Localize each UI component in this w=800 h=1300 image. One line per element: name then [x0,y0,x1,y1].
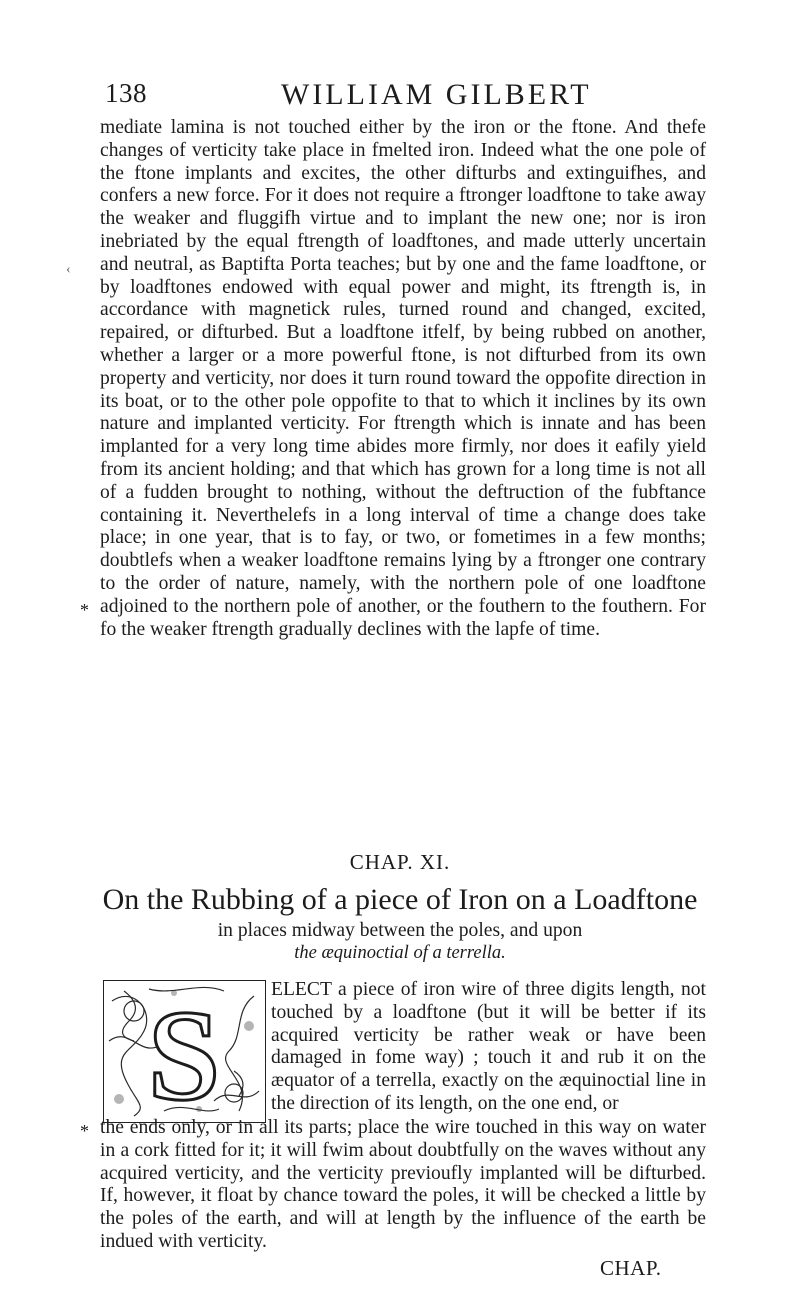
body-paragraph-2-rest [100,1117,706,1254]
body-paragraph-2-first [271,979,706,1116]
margin-asterisk: * [80,1121,89,1141]
paragraph-text: mediate lamina is not touched either by the iron or the ftone. And thefe changes of verticity take place in fmelted iron. Indeed what the one pole of the ftone implants and excites, the other difturbs and extinguifhes, and confers a new force. For it does not require a ftronger loadftone to take away the weaker and fluggifh virtue and to implant the new one; nor is iron inebriated by the equal ftrength of loadftones, and made utterly uncertain and neutral, as Baptifta Porta teaches; but by one and the fame loadftone, or by loadftones endowed with equal power and might, its ftrength is, in accordance with magnetick rules, turned round and changed, excited, repaired, or difturbed. But a loadftone itfelf, by being rubbed on another, whether a larger or a more powerful ftone, is not difturbed from its own property and verticity, nor does it turn round toward the oppofite direction in its boat, or to the other pole oppofite to that to which it inclines by its own nature and implanted verticity. For ftrength which is innate and has been implanted for a very long time abides more firmly, nor does it eafily yield from its ancient holding; and that which has grown for a long time is not all of a fudden brought to nothing, without the deftruction of the fubftance containing it. Neverthelefs in a long interval of time a change does take place; in one year, that is to fay, or two, or fometimes in a few months; doubtlefs when a weaker loadftone remains lying by a ftronger one contrary to the order of nature, namely, with the northern pole of one loadftone adjoined to the northern pole of another, or the fouthern to the fouthern. For fo the weaker ftrength gradually declines with the lapfe of time. [100,117,706,640]
decorated-initial-icon [103,980,266,1123]
running-title: WILLIAM GILBERT [281,78,592,111]
chapter-subtitle-line: in places midway between the poles, and upon [217,920,583,941]
chapter-subtitle-italic: the æquinoctial of a terrella. [294,943,506,963]
body-paragraph-1 [100,117,706,641]
initial-letter: S [147,984,221,1122]
page-number: 138 [105,78,147,108]
chapter-subtitle [0,920,800,964]
page-header [105,78,665,118]
paragraph-text: the ends only, or in all its parts; place the wire touched in this way on water in a cork fitted for it; it will fwim about doubtfully on the waves without any acquired verticity, and the verticity previoufly implanted will be difturbed. If, however, it float by chance toward the poles, it will be checked a little by the poles of the earth, and will at length by the influence of the earth be indued with verticity. [100,1117,706,1252]
catchword: CHAP. [600,1256,662,1280]
margin-tick-icon: ‹ [66,262,71,277]
margin-asterisk: * [80,600,89,620]
chapter-title: On the Rubbing of a piece of Iron on a Loadftone [102,883,698,916]
chapter-number: CHAP. XI. [349,850,451,874]
paragraph-text: ELECT a piece of iron wire of three digits length, not touched by a loadftone (but it will be better if its acquired verticity be rather weak or have been damaged in fome way) ; touch it and rub it on the æquator of a terrella, exactly on the æquinoctial line in the direction of its length, on the one end, or [271,979,706,1114]
